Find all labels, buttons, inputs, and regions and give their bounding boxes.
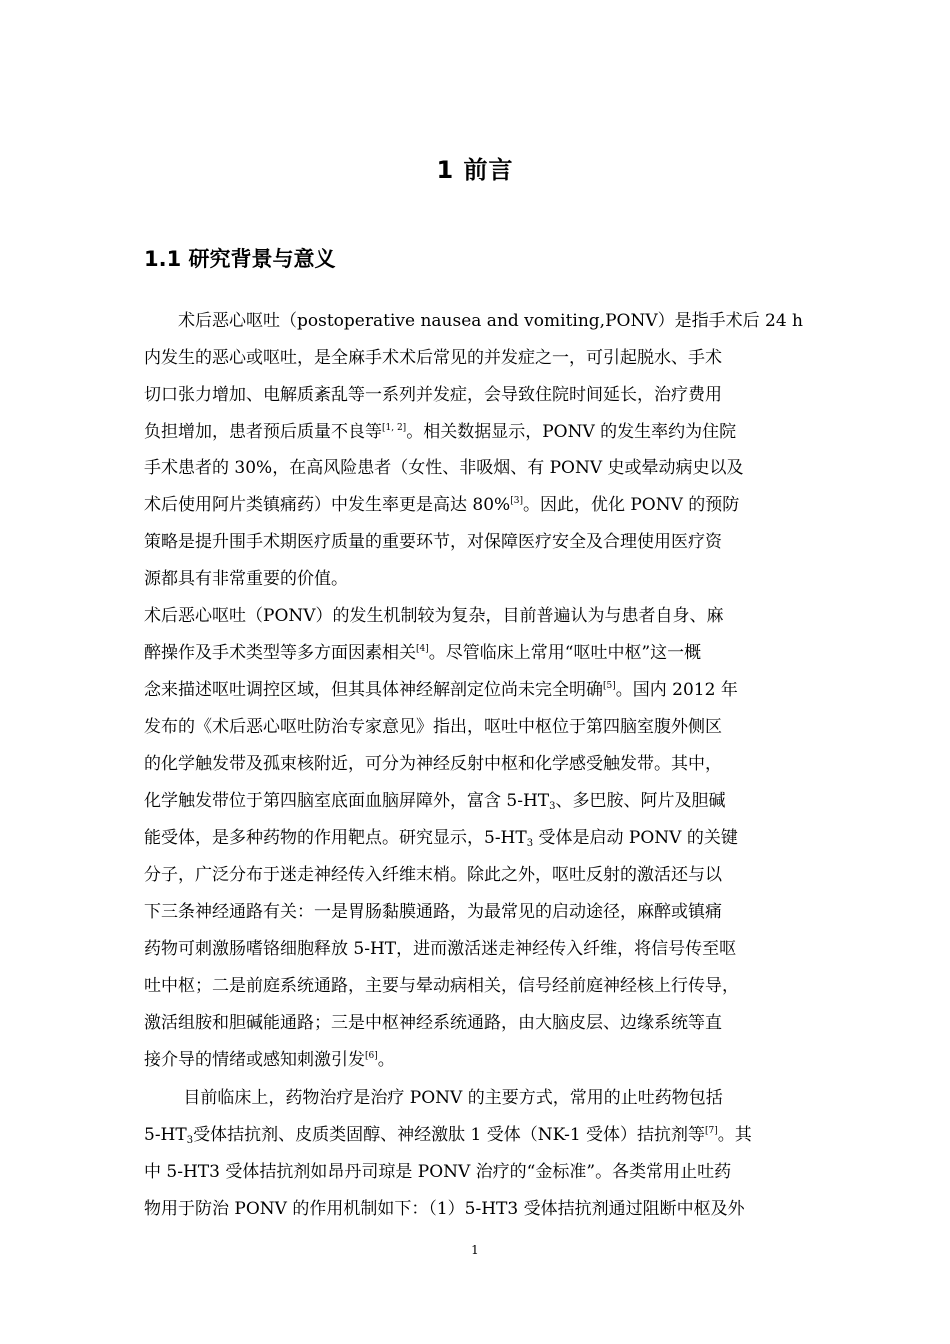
paragraph-line: 药物可刺激肠嗜铬细胞释放 5-HT，进而激活迷走神经传入纤维，将信号传至呕	[144, 939, 737, 959]
paragraph-line: 策略是提升围手术期医疗质量的重要环节，对保障医疗安全及合理使用医疗资	[144, 532, 722, 552]
paragraph-line: 能受体，是多种药物的作用靶点。研究显示，$5-HT_3$ 受体是启动 PONV 的关键	[144, 828, 738, 849]
paragraph-line: 醉操作及手术类型等多方面因素相关[4]。尽管临床上常用“呕吐中枢”这一概	[144, 643, 702, 663]
citation-ref: [1, 2]	[382, 423, 407, 433]
subscript: 3	[526, 838, 534, 849]
subscript: 3	[549, 801, 556, 812]
chapter-title: 1 前言	[436, 156, 514, 184]
paragraph-line: 下三条神经通路有关：一是胃肠黏膜通路，为最常见的启动途径，麻醉或镇痛	[144, 902, 722, 922]
paragraph-line: 切口张力增加、电解质紊乱等一系列并发症，会导致住院时间延长，治疗费用	[144, 385, 722, 405]
subscript: 3	[186, 1135, 194, 1146]
paragraph-line: 中 5-HT3 受体拮抗剂如昂丹司琼是 PONV 治疗的“金标准”。各类常用止吐药	[144, 1162, 732, 1182]
citation-ref: [6]	[365, 1051, 378, 1061]
paragraph-line: 目前临床上，药物治疗是治疗 PONV 的主要方式，常用的止吐药物包括	[144, 1088, 723, 1108]
paragraph-line: 吐中枢；二是前庭系统通路，主要与晕动病相关，信号经前庭神经核上行传导，	[144, 976, 739, 996]
page-number: 1	[471, 1243, 479, 1257]
paragraph-line: 内发生的恶心或呕吐，是全麻手术术后常见的并发症之一，可引起脱水、手术	[144, 348, 722, 368]
section-title: 1.1 研究背景与意义	[144, 247, 336, 271]
paragraph-line: 手术患者的 30%，在高风险患者（女性、非吸烟、有 PONV 史或晕动病史以及	[144, 458, 744, 478]
paragraph-line: 发布的《术后恶心呕吐防治专家意见》指出，呕吐中枢位于第四脑室腹外侧区	[144, 717, 722, 737]
citation-ref: [7]	[705, 1126, 718, 1136]
paragraph-line: 接介导的情绪或感知刺激引发[6]。	[144, 1050, 395, 1070]
citation-ref: [3]	[510, 496, 523, 506]
paragraph-line: 念来描述呕吐调控区域，但其具体神经解剖定位尚未完全明确[5]。国内 2012 年	[144, 680, 738, 700]
citation-ref: [5]	[603, 681, 616, 691]
paragraph-line: 化学触发带位于第四脑室底面血脑屏障外，富含 $5-HT_3$、多巴胺、阿片及胆碱	[144, 791, 726, 812]
paragraph-line: 负担增加，患者预后质量不良等[1, 2]。相关数据显示，PONV 的发生率约为住院	[144, 422, 737, 442]
paragraph-line: 激活组胺和胆碱能通路；三是中枢神经系统通路，由大脑皮层、边缘系统等直	[144, 1013, 722, 1033]
paragraph-line: 的化学触发带及孤束核附近，可分为神经反射中枢和化学感受触发带。其中，	[144, 754, 722, 774]
paragraph-line: $5-HT_3$受体拮抗剂、皮质类固醇、神经激肽 1 受体（NK-1 受体）拮抗剂等[7]。其	[144, 1125, 752, 1146]
paragraph-line: 物用于防治 PONV 的作用机制如下：（1）5-HT3 受体拮抗剂通过阻断中枢及外	[144, 1199, 745, 1219]
paragraph-line: 术后恶心呕吐（PONV）的发生机制较为复杂，目前普遍认为与患者自身、麻	[144, 606, 724, 626]
paragraph-line: 源都具有非常重要的价值。	[144, 569, 348, 589]
paragraph-line: 分子，广泛分布于迷走神经传入纤维末梢。除此之外，呕吐反射的激活还与以	[144, 865, 722, 885]
paragraph-line: 术后使用阿片类镇痛药）中发生率更是高达 80%[3]。因此，优化 PONV 的预防	[144, 495, 740, 515]
citation-ref: [4]	[416, 644, 429, 654]
paragraph-line: 术后恶心呕吐（postoperative nausea and vomiting,PONV）是指手术后 24 h	[144, 311, 803, 331]
